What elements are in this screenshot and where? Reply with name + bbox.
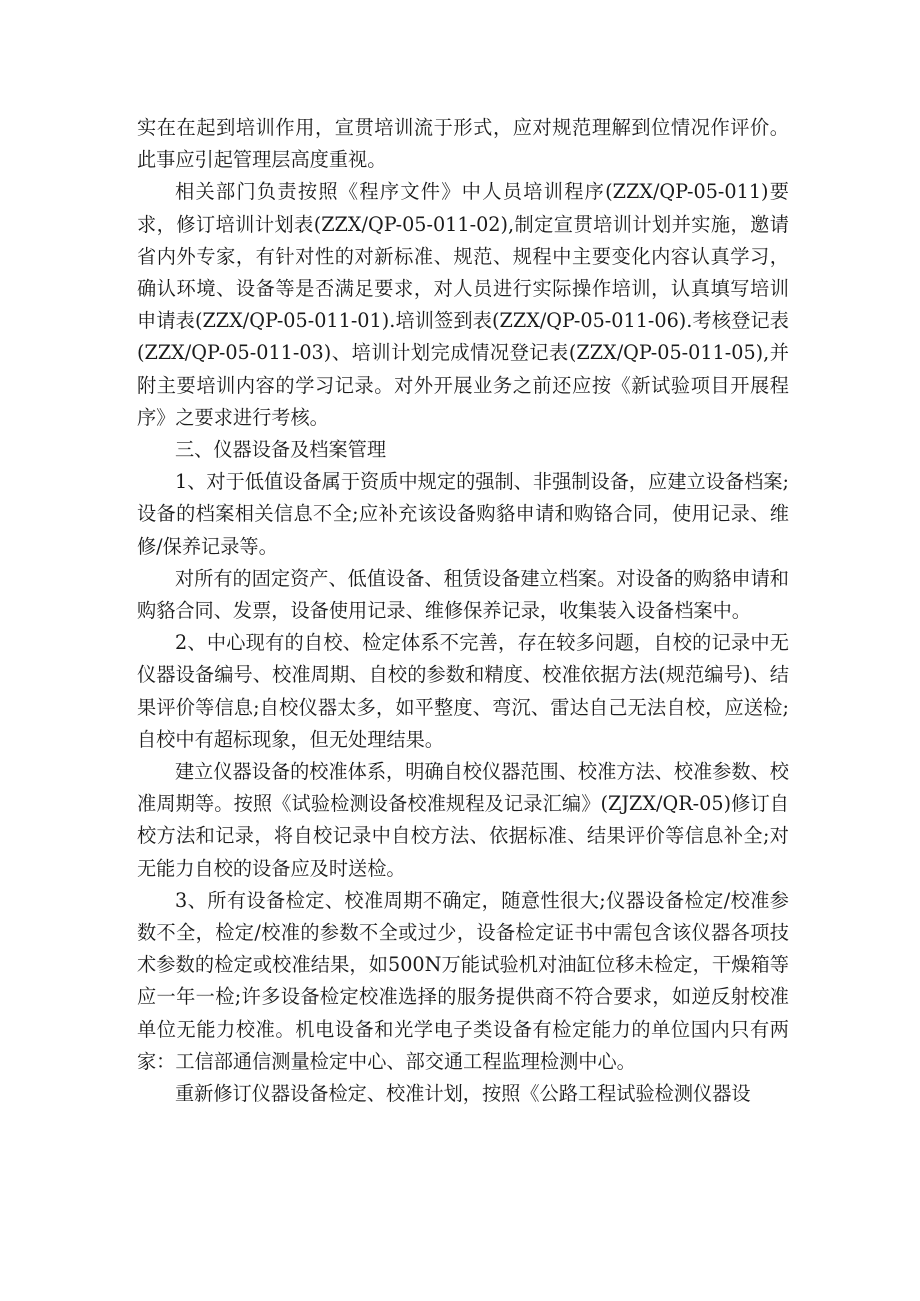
paragraph-training-plan: 相关部门负责按照《程序文件》中人员培训程序(ZZX/QP-05-011)要求，修订培训计划表(ZZX/QP-05-011-02),制定宣贯培训计划并实施，邀请省内外专家，有针对性的对新标准、规范、规程中主要变化内容认真学习，确认环境、设备等是否满足要求，对人员进行实际操作培训，认真填写培训申请表(ZZX/QP-05-011-01).培训签到表(ZZX/QP-05-011-06).考核登记表(ZZX/QP-05-011-03)、培训计划完成情况登记表(ZZX/QP-05-011-05),并附主要培训内容的学习记录。对外开展业务之前还应按《新试验项目开展程序》之要求进行考核。 <box>137 180 789 429</box>
document-body <box>137 112 789 1110</box>
paragraph-item-3-action: 重新修订仪器设备检定、校准计划，按照《公路工程试验检测仪器设 <box>175 1082 751 1106</box>
paragraph-item-1: 1、对于低值设备属于资质中规定的强制、非强制设备，应建立设备档案;设备的档案相关信息不全;应补充该设备购貉申请和购铬合同，使用记录、维修/保养记录等。 <box>137 470 789 558</box>
paragraph-item-1-action: 对所有的固定资产、低值设备、租赁设备建立档案。对设备的购貉申请和购貉合同、发票，设备使用记录、维修保养记录，收集装入设备档案中。 <box>137 566 789 623</box>
section-heading-equipment: 三、仪器设备及档案管理 <box>175 438 387 462</box>
paragraph-item-2-action: 建立仪器设备的校准体系，明确自校仪器范围、校准方法、校准参数、校准周期等。按照《试验检测设备校准规程及记录汇编》(ZJZX/QR-05)修订自校方法和记录，将自校记录中自校方法、依据标准、结果评价等信息补全;对无能力自校的设备应及时送检。 <box>137 760 789 880</box>
paragraph-item-2: 2、中心现有的自校、检定体系不完善，存在较多问题，自校的记录中无仪器设备编号、校准周期、自校的参数和精度、校准依据方法(规范编号)、结果评价等信息;自校仪器太多，如平整度、弯沉、雷达自己无法自校，应送检;自校中有超标现象，但无处理结果。 <box>137 631 789 751</box>
paragraph-item-3: 3、所有设备检定、校准周期不确定，随意性很大;仪器设备检定/校准参数不全，检定/校准的参数不全或过少，设备检定证书中需包含该仪器各项技术参数的检定或校准结果，如500N万能试验机对油缸位移未检定，干燥箱等应一年一检;许多设备检定校准选择的服务提供商不符合要求，如逆反射校准单位无能力校准。机电设备和光学电子类设备有检定能力的单位国内只有两家：工信部通信测量检定中心、部交通工程监理检测中心。 <box>137 888 789 1073</box>
paragraph-training-evaluation: 实在在起到培训作用，宣贯培训流于形式，应对规范理解到位情况作评价。此事应引起管理层高度重视。 <box>137 116 789 172</box>
